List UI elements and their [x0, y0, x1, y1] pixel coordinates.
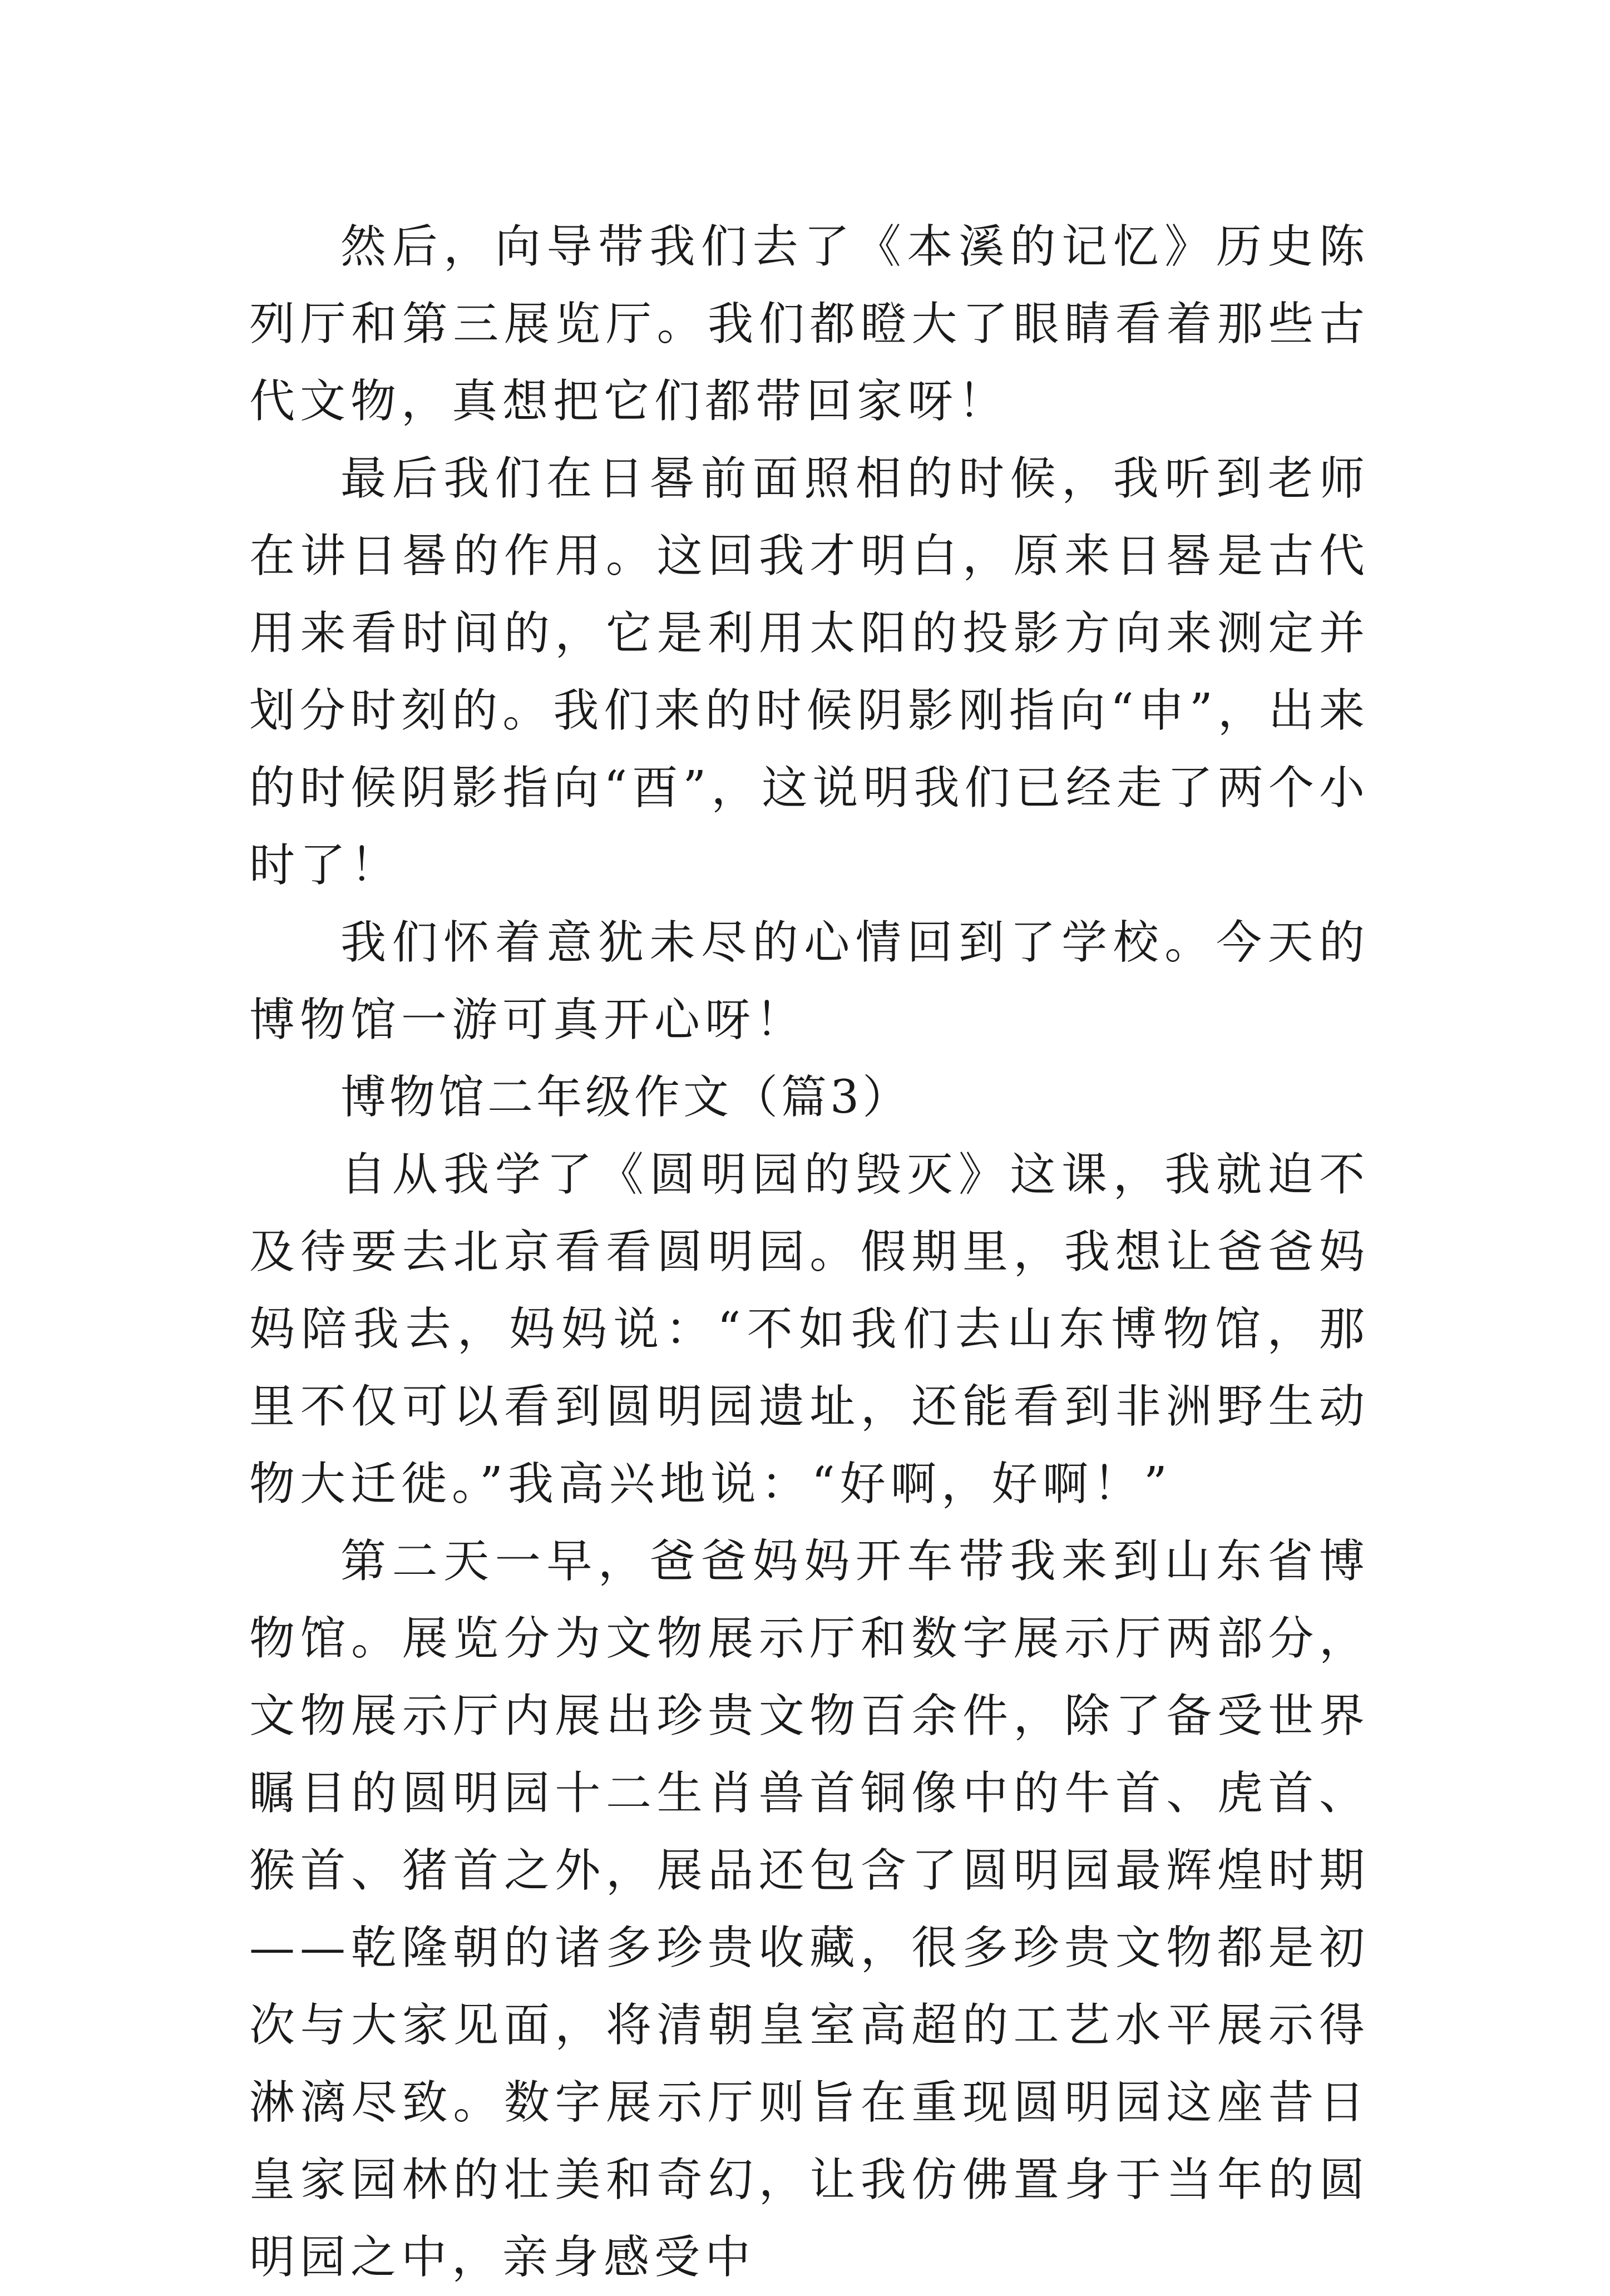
paragraph-sundial: 最后我们在日晷前面照相的时候，我听到老师在讲日晷的作用。这回我才明白，原来日晷是古代用来看时间的，它是利用太阳的投影方向来测定并划分时刻的。我们来的时候阴影刚指向“申”，出来的时候阴影指向“酉”，这说明我们已经走了两个小时了！: [249, 452, 1370, 892]
paragraph-yuanmingyuan-intro: 自从我学了《圆明园的毁灭》这课，我就迫不及待要去北京看看圆明园。假期里，我想让爸爸妈妈陪我去，妈妈说：“不如我们去山东博物馆，那里不仅可以看到圆明园遗址，还能看到非洲野生动物大迁徙。”我高兴地说：“好啊，好啊！”: [249, 1148, 1370, 1510]
document-body: [249, 208, 1370, 2296]
paragraph-museum-halls: 然后，向导带我们去了《本溪的记忆》历史陈列厅和第三展览厅。我们都瞪大了眼睛看着那些古代文物，真想把它们都带回家呀！: [249, 220, 1370, 428]
essay-heading: 博物馆二年级作文（篇3）: [340, 1071, 912, 1124]
paragraph-shandong-museum: 第二天一早，爸爸妈妈开车带我来到山东省博物馆。展览分为文物展示厅和数字展示厅两部分，文物展示厅内展出珍贵文物百余件，除了备受世界瞩目的圆明园十二生肖兽首铜像中的牛首、虎首、猴首、猪首之外，展品还包含了圆明园最辉煌时期——乾隆朝的诸多珍贵收藏，很多珍贵文物都是初次与大家见面，将清朝皇室高超的工艺水平展示得淋漓尽致。数字展示厅则旨在重现圆明园这座昔日皇家园林的壮美和奇幻，让我仿佛置身于当年的圆明园之中，亲身感受中: [249, 1535, 1370, 2284]
paragraph-return-school: 我们怀着意犹未尽的心情回到了学校。今天的博物馆一游可真开心呀！: [249, 916, 1370, 1046]
